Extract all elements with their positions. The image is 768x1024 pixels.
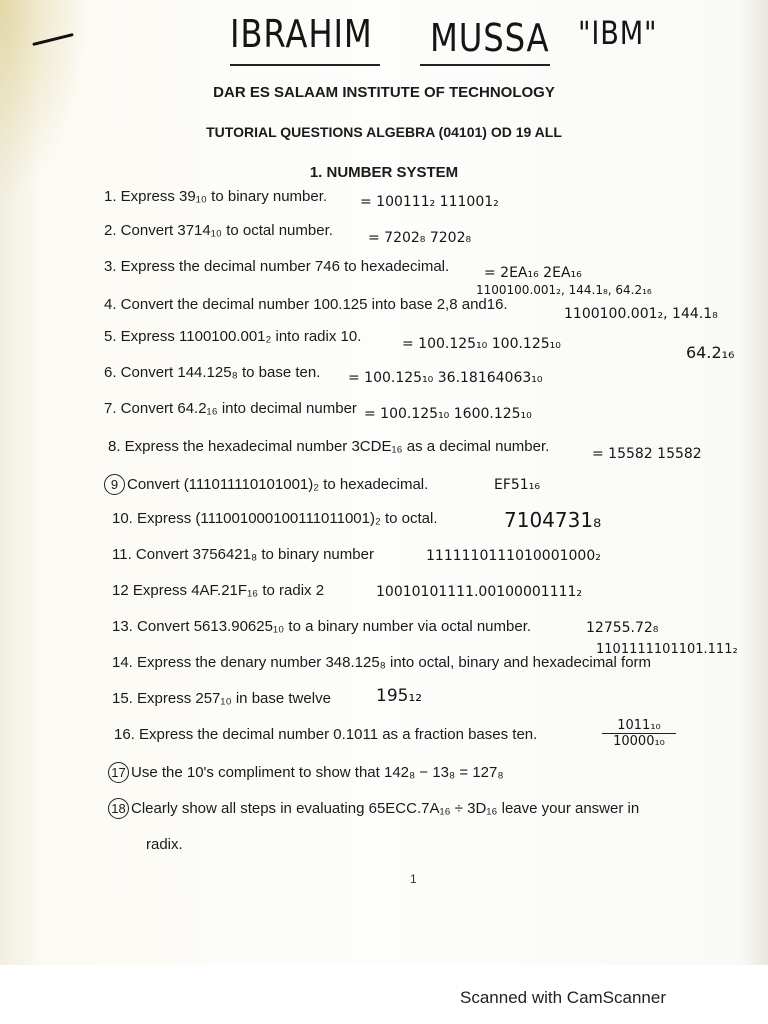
answer-4-side: 64.2₁₆ [686,343,735,362]
answer-16-denominator: 10000₁₀ [613,734,665,749]
question-13: 13. Convert 5613.90625₁₀ to a binary number via octal number. [112,618,532,635]
question-10: 10. Express (111001000100111011001)₂ to octal. [112,510,438,527]
name-last: MUSSA [430,16,550,60]
answer-2: = 7202₈ 7202₈ [368,230,472,246]
name-underline [420,64,550,66]
question-9 [104,474,428,495]
answer-15: 195₁₂ [376,686,423,706]
question-number-circle: 17 [108,762,129,783]
question-2: 2. Convert 3714₁₀ to octal number. [104,222,333,239]
question-number-circle: 9 [104,474,125,495]
answer-16-numerator: 1011₁₀ [602,718,676,734]
handwritten-name [0,8,768,68]
question-3: 3. Express the decimal number 746 to hexadecimal. [104,258,450,275]
question-number-circle: 18 [108,798,129,819]
answer-3: = 2EA₁₆ 2EA₁₆ [484,265,582,281]
answer-6: = 100.125₁₀ 36.18164063₁₀ [348,370,543,386]
question-7: 7. Convert 64.2₁₆ into decimal number [104,400,357,417]
question-16: 16. Express the decimal number 0.1011 as a fraction bases ten. [114,726,538,743]
answer-16-fraction [602,718,676,749]
question-17 [108,762,504,783]
section-heading: 1. NUMBER SYSTEM [309,164,459,181]
question-8: 8. Express the hexadecimal number 3CDE₁₆ as a decimal number. [108,438,550,455]
answer-9: EF51₁₆ [494,477,540,493]
question-14: 14. Express the denary number 348.125₈ into octal, binary and hexadecimal form [112,654,652,671]
tutorial-heading: TUTORIAL QUESTIONS ALGEBRA (04101) OD 19 ALL [206,124,562,140]
question-12: 12 Express 4AF.21F₁₆ to radix 2 [112,582,325,599]
name-underline [230,64,380,66]
page-number: 1 [410,872,417,886]
institute-heading: DAR ES SALAAM INSTITUTE OF TECHNOLOGY [213,84,555,101]
question-18-text: Clearly show all steps in evaluating 65ECC.7A₁₆ ÷ 3D₁₆ leave your answer in [131,800,640,817]
answer-8: = 15582 15582 [592,446,702,462]
question-18-continuation: radix. [146,836,183,853]
answer-7: = 100.125₁₀ 1600.125₁₀ [364,406,532,422]
answer-13: 12755.72₈ [586,620,659,636]
question-18 [108,798,639,819]
answer-12: 10010101111.00100001111₂ [376,584,583,600]
answer-5: = 100.125₁₀ 100.125₁₀ [402,336,561,352]
name-nickname: "IBM" [578,14,658,52]
question-6: 6. Convert 144.125₈ to base ten. [104,364,321,381]
answer-11: 1111110111010001000₂ [426,548,601,564]
question-17-text: Use the 10's compliment to show that 142₈ − 13₈ = 127₈ [131,764,504,781]
question-1: 1. Express 39₁₀ to binary number. [104,188,328,205]
answer-13-extra: 1101111101101.111₂ [596,642,738,657]
answer-4: 1100100.001₂, 144.1₈ [564,306,718,322]
answer-4-top: 1100100.001₂, 144.1₈, 64.2₁₆ [476,283,652,297]
question-15: 15. Express 257₁₀ in base twelve [112,690,331,707]
question-9-text: Convert (111011110101001)₂ to hexadecimal. [127,476,429,493]
answer-1: = 100111₂ 111001₂ [360,194,499,210]
question-4: 4. Convert the decimal number 100.125 into base 2,8 and16. [104,296,508,313]
scanner-watermark: Scanned with CamScanner [460,988,667,1007]
answer-10: 7104731₈ [504,508,602,532]
name-first: IBRAHIM [230,12,373,56]
question-5: 5. Express 1100100.001₂ into radix 10. [104,328,362,345]
question-11: 11. Convert 3756421₈ to binary number [112,546,374,563]
